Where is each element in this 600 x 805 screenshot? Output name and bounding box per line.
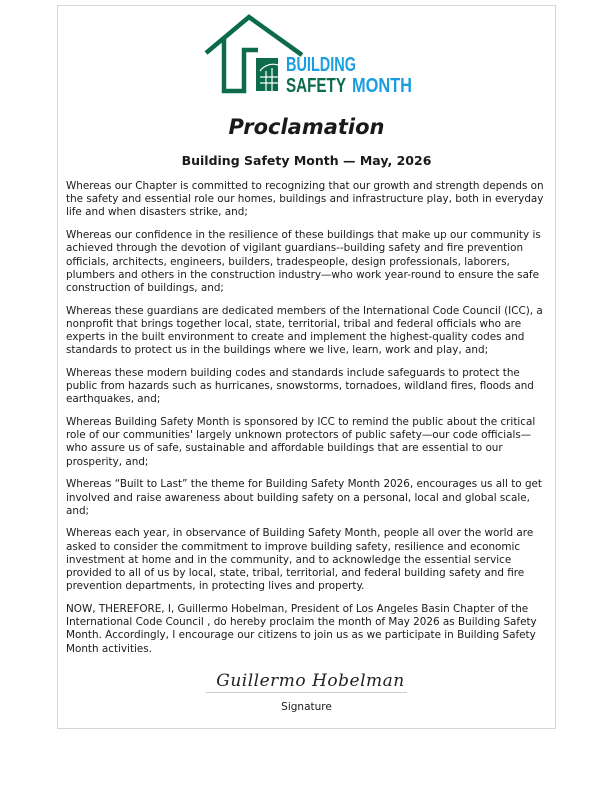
paragraph: Whereas “Built to Last” the theme for Building Safety Month 2026, encourages us all to get involved and raise awareness about building safety on a personal, local and global scale, and; <box>66 478 543 517</box>
logo-text-safety: SAFETY <box>286 75 347 97</box>
paragraph: Whereas Building Safety Month is sponsored by ICC to remind the public about the critical role of our communities' largely unknown protectors of public safety—our code officials—who assure us of safe, sustainable and affordable buildings that are essential to our prosperity, and; <box>66 416 536 468</box>
paragraph: Whereas these guardians are dedicated members of the International Code Council (ICC), a nonprofit that brings together local, state, territorial, tribal and federal officials who are experts in the built environment to create and implement the highest-quality codes and standards to protect us in the buildings where we live, learn, work and play, and; <box>66 304 543 357</box>
signature-name: Guillermo Hobelman <box>206 670 406 693</box>
logo-text-building: BUILDING <box>286 54 356 76</box>
paragraph: Whereas our Chapter is committed to recognizing that our growth and strength depends on the safety and essential role our homes, buildings and infrastructure play, both in everyday life and when disasters strike, and; <box>66 180 544 219</box>
page-subtitle: Building Safety Month — May, 2026 <box>181 153 432 168</box>
logo-text-month: MONTH <box>352 75 412 97</box>
building-safety-month-logo <box>204 13 414 97</box>
page-title: Proclamation <box>228 115 385 139</box>
signature-block <box>58 670 555 714</box>
proclamation-body <box>66 180 552 656</box>
paragraph: Whereas these modern building codes and standards include safeguards to protect the public from hazards such as hurricanes, snowstorms, tornadoes, wildland fires, floods and earthquakes, and; <box>66 366 534 406</box>
proclamation-card <box>57 5 556 729</box>
paragraph: NOW, THEREFORE, I, Guillermo Hobelman, President of Los Angeles Basin Chapter of the International Code Council , do hereby proclaim the month of May 2026 as Building Safety Month. Accordingly, I encourage our citizens to join us as we participate in Building Safety Month activities. <box>66 602 537 655</box>
paragraph: Whereas each year, in observance of Building Safety Month, people all over the world are asked to consider the commitment to improve building safety, resilience and economic investment at home and in the community, and to acknowledge the essential service provided to all of us by local, state, tribal, territorial, and federal building safety and fire prevention departments, in protecting lives and property. <box>66 527 534 593</box>
signature-label: Signature <box>281 700 332 713</box>
paragraph: Whereas our confidence in the resilience of these buildings that make up our community is achieved through the devotion of vigilant guardians--building safety and fire prevention officials, architects, engineers, builders, tradespeople, design professionals, laborers, plumbers and others in the construction industry—who work year-round to ensure the safe construction of buildings, and; <box>66 229 541 294</box>
